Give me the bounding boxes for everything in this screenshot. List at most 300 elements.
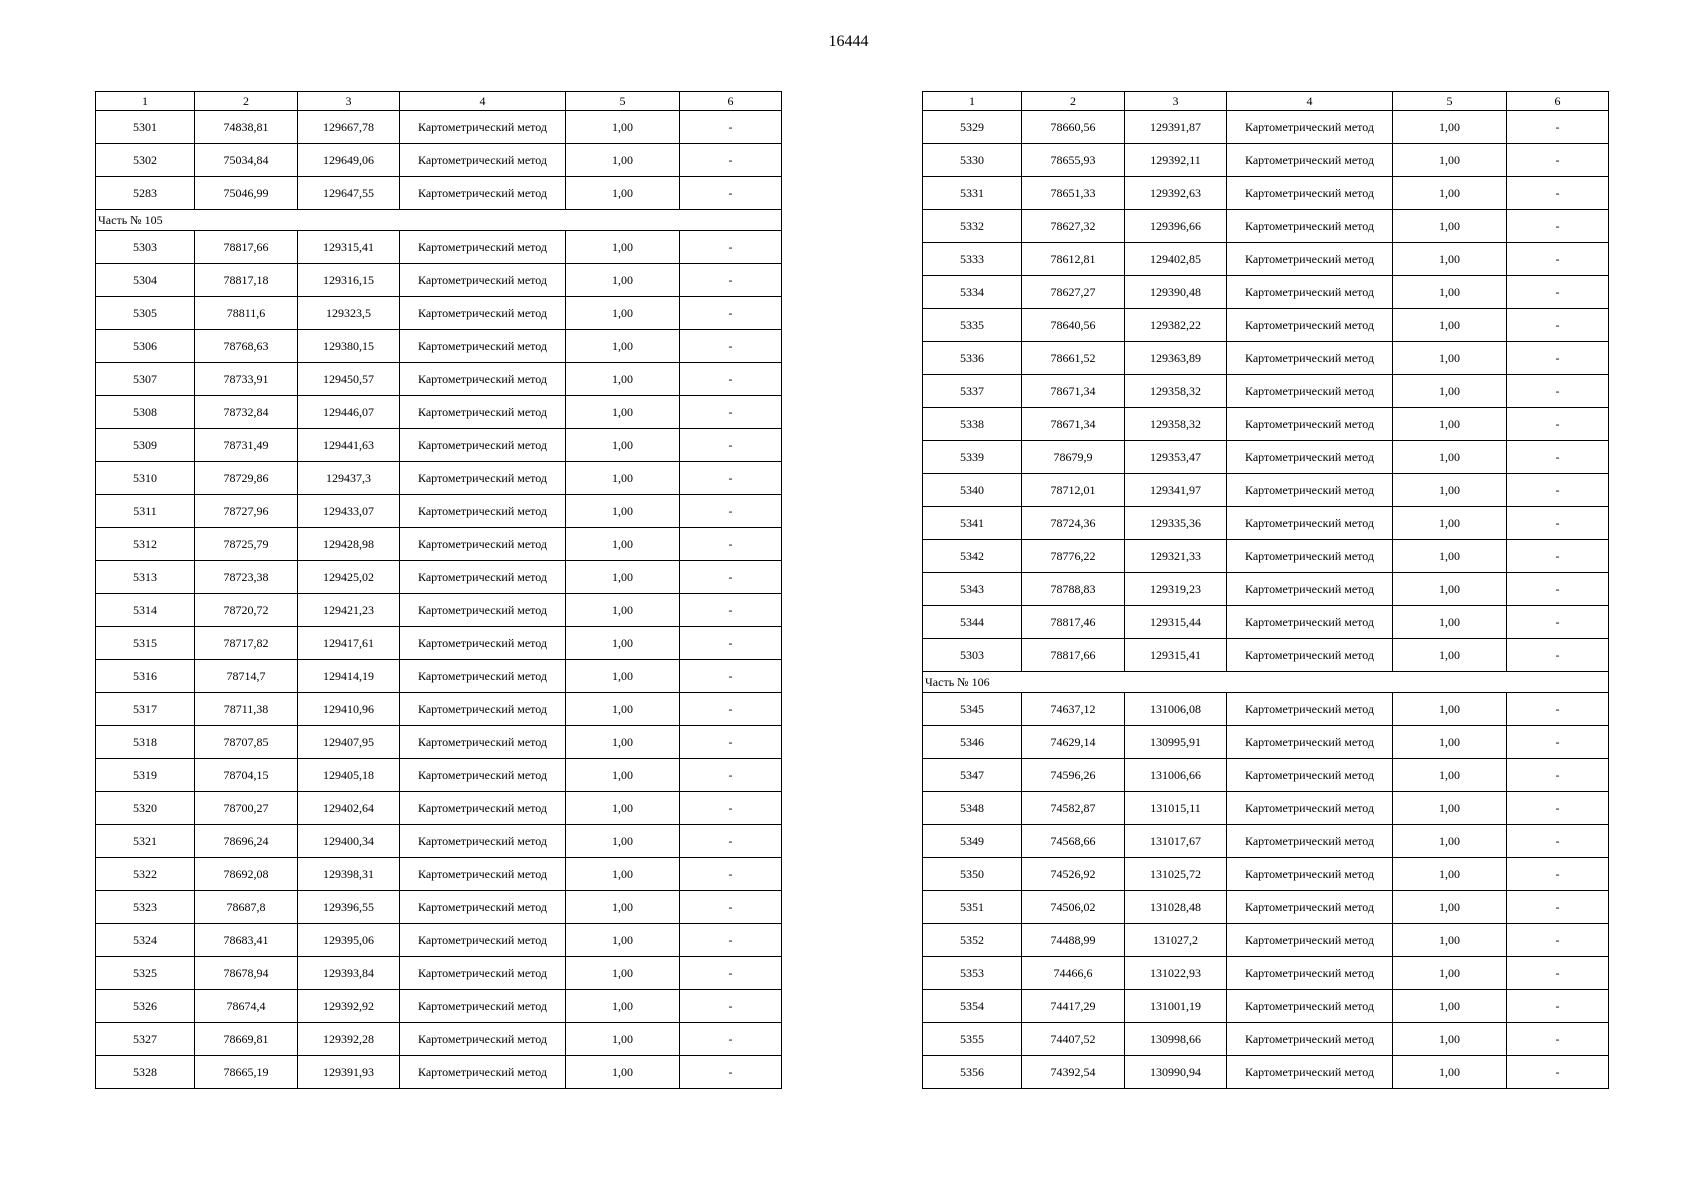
point-number-cell: 5303: [923, 639, 1022, 672]
x-coordinate-cell: 78696,24: [195, 825, 298, 858]
note-cell: -: [1507, 408, 1609, 441]
method-cell: Картометрический метод: [1227, 573, 1393, 606]
method-cell: Картометрический метод: [1227, 957, 1393, 990]
y-coordinate-cell: 129407,95: [298, 726, 400, 759]
x-coordinate-cell: 78612,81: [1022, 243, 1125, 276]
note-cell: -: [1507, 507, 1609, 540]
y-coordinate-cell: 129315,41: [298, 231, 400, 264]
point-number-cell: 5317: [96, 693, 195, 726]
method-cell: Картометрический метод: [1227, 693, 1393, 726]
method-cell: Картометрический метод: [400, 957, 566, 990]
method-cell: Картометрический метод: [1227, 342, 1393, 375]
table-row: [923, 111, 1609, 144]
table-row: [923, 891, 1609, 924]
method-cell: Картометрический метод: [1227, 375, 1393, 408]
table-row: [923, 639, 1609, 672]
y-coordinate-cell: 129358,32: [1125, 408, 1227, 441]
column-header: 2: [195, 92, 298, 111]
accuracy-cell: 1,00: [566, 330, 680, 363]
method-cell: Картометрический метод: [400, 891, 566, 924]
column-header: 5: [566, 92, 680, 111]
accuracy-cell: 1,00: [566, 594, 680, 627]
point-number-cell: 5347: [923, 759, 1022, 792]
point-number-cell: 5326: [96, 990, 195, 1023]
point-number-cell: 5343: [923, 573, 1022, 606]
point-number-cell: 5342: [923, 540, 1022, 573]
method-cell: Картометрический метод: [1227, 243, 1393, 276]
method-cell: Картометрический метод: [400, 825, 566, 858]
y-coordinate-cell: 131006,08: [1125, 693, 1227, 726]
method-cell: Картометрический метод: [400, 726, 566, 759]
point-number-cell: 5313: [96, 561, 195, 594]
accuracy-cell: 1,00: [566, 990, 680, 1023]
note-cell: -: [680, 891, 782, 924]
x-coordinate-cell: 78687,8: [195, 891, 298, 924]
y-coordinate-cell: 129450,57: [298, 363, 400, 396]
note-cell: -: [680, 759, 782, 792]
method-cell: Картометрический метод: [1227, 540, 1393, 573]
accuracy-cell: 1,00: [566, 111, 680, 144]
table-row: [96, 924, 782, 957]
accuracy-cell: 1,00: [1393, 759, 1507, 792]
table-row: [96, 144, 782, 177]
accuracy-cell: 1,00: [1393, 177, 1507, 210]
x-coordinate-cell: 75046,99: [195, 177, 298, 210]
method-cell: Картометрический метод: [400, 1023, 566, 1056]
point-number-cell: 5350: [923, 858, 1022, 891]
y-coordinate-cell: 131028,48: [1125, 891, 1227, 924]
accuracy-cell: 1,00: [566, 1056, 680, 1089]
y-coordinate-cell: 131001,19: [1125, 990, 1227, 1023]
point-number-cell: 5348: [923, 792, 1022, 825]
point-number-cell: 5321: [96, 825, 195, 858]
y-coordinate-cell: 129396,55: [298, 891, 400, 924]
note-cell: -: [680, 1023, 782, 1056]
x-coordinate-cell: 78627,32: [1022, 210, 1125, 243]
note-cell: -: [1507, 990, 1609, 1023]
table-header-row: [923, 92, 1609, 111]
table-row: [923, 957, 1609, 990]
column-header: 3: [298, 92, 400, 111]
note-cell: -: [1507, 759, 1609, 792]
x-coordinate-cell: 78724,36: [1022, 507, 1125, 540]
accuracy-cell: 1,00: [566, 144, 680, 177]
accuracy-cell: 1,00: [566, 396, 680, 429]
method-cell: Картометрический метод: [1227, 792, 1393, 825]
note-cell: -: [1507, 441, 1609, 474]
note-cell: -: [680, 396, 782, 429]
method-cell: Картометрический метод: [400, 429, 566, 462]
y-coordinate-cell: 129398,31: [298, 858, 400, 891]
table-header-row: [96, 92, 782, 111]
y-coordinate-cell: 129395,06: [298, 924, 400, 957]
note-cell: -: [680, 462, 782, 495]
y-coordinate-cell: 129316,15: [298, 264, 400, 297]
point-number-cell: 5311: [96, 495, 195, 528]
x-coordinate-cell: 78660,56: [1022, 111, 1125, 144]
table-row: [96, 111, 782, 144]
accuracy-cell: 1,00: [566, 627, 680, 660]
point-number-cell: 5341: [923, 507, 1022, 540]
method-cell: Картометрический метод: [400, 693, 566, 726]
method-cell: Картометрический метод: [1227, 1056, 1393, 1089]
x-coordinate-cell: 78717,82: [195, 627, 298, 660]
note-cell: -: [1507, 111, 1609, 144]
y-coordinate-cell: 131027,2: [1125, 924, 1227, 957]
method-cell: Картометрический метод: [1227, 1023, 1393, 1056]
accuracy-cell: 1,00: [566, 495, 680, 528]
method-cell: Картометрический метод: [1227, 309, 1393, 342]
note-cell: -: [1507, 1023, 1609, 1056]
table-row: [923, 408, 1609, 441]
table-row: [923, 144, 1609, 177]
x-coordinate-cell: 74466,6: [1022, 957, 1125, 990]
note-cell: -: [1507, 792, 1609, 825]
table-row: [923, 375, 1609, 408]
note-cell: -: [680, 363, 782, 396]
y-coordinate-cell: 129392,92: [298, 990, 400, 1023]
accuracy-cell: 1,00: [1393, 309, 1507, 342]
table-row: [96, 396, 782, 429]
y-coordinate-cell: 129433,07: [298, 495, 400, 528]
y-coordinate-cell: 129335,36: [1125, 507, 1227, 540]
accuracy-cell: 1,00: [566, 177, 680, 210]
table-row: [923, 540, 1609, 573]
point-number-cell: 5307: [96, 363, 195, 396]
x-coordinate-cell: 74637,12: [1022, 693, 1125, 726]
table-body-right: [923, 111, 1609, 1089]
table-row: [96, 792, 782, 825]
y-coordinate-cell: 129358,32: [1125, 375, 1227, 408]
y-coordinate-cell: 129396,66: [1125, 210, 1227, 243]
accuracy-cell: 1,00: [566, 660, 680, 693]
accuracy-cell: 1,00: [1393, 111, 1507, 144]
method-cell: Картометрический метод: [400, 627, 566, 660]
table-row: [96, 990, 782, 1023]
point-number-cell: 5305: [96, 297, 195, 330]
table-row: [96, 528, 782, 561]
y-coordinate-cell: 129428,98: [298, 528, 400, 561]
y-coordinate-cell: 131015,11: [1125, 792, 1227, 825]
method-cell: Картометрический метод: [400, 111, 566, 144]
point-number-cell: 5353: [923, 957, 1022, 990]
column-header: 5: [1393, 92, 1507, 111]
method-cell: Картометрический метод: [1227, 441, 1393, 474]
note-cell: -: [680, 495, 782, 528]
y-coordinate-cell: 129402,64: [298, 792, 400, 825]
y-coordinate-cell: 129323,5: [298, 297, 400, 330]
y-coordinate-cell: 129437,3: [298, 462, 400, 495]
note-cell: -: [1507, 540, 1609, 573]
accuracy-cell: 1,00: [566, 825, 680, 858]
accuracy-cell: 1,00: [1393, 891, 1507, 924]
note-cell: -: [680, 660, 782, 693]
note-cell: -: [680, 924, 782, 957]
note-cell: -: [680, 297, 782, 330]
x-coordinate-cell: 74838,81: [195, 111, 298, 144]
note-cell: -: [680, 144, 782, 177]
method-cell: Картометрический метод: [400, 924, 566, 957]
y-coordinate-cell: 129315,44: [1125, 606, 1227, 639]
method-cell: Картометрический метод: [1227, 474, 1393, 507]
point-number-cell: 5336: [923, 342, 1022, 375]
table-row: [96, 594, 782, 627]
note-cell: -: [1507, 309, 1609, 342]
table-row: [923, 825, 1609, 858]
point-number-cell: 5319: [96, 759, 195, 792]
table-row: [923, 276, 1609, 309]
table-row: [923, 858, 1609, 891]
method-cell: Картометрический метод: [1227, 759, 1393, 792]
method-cell: Картометрический метод: [1227, 891, 1393, 924]
point-number-cell: 5327: [96, 1023, 195, 1056]
accuracy-cell: 1,00: [566, 528, 680, 561]
x-coordinate-cell: 78723,38: [195, 561, 298, 594]
note-cell: -: [680, 627, 782, 660]
method-cell: Картометрический метод: [1227, 111, 1393, 144]
table-row: [96, 891, 782, 924]
x-coordinate-cell: 78714,7: [195, 660, 298, 693]
point-number-cell: 5346: [923, 726, 1022, 759]
table-row: [96, 330, 782, 363]
accuracy-cell: 1,00: [1393, 573, 1507, 606]
point-number-cell: 5333: [923, 243, 1022, 276]
table-row: [96, 759, 782, 792]
y-coordinate-cell: 129391,93: [298, 1056, 400, 1089]
point-number-cell: 5302: [96, 144, 195, 177]
point-number-cell: 5356: [923, 1056, 1022, 1089]
accuracy-cell: 1,00: [566, 462, 680, 495]
table-row: [923, 606, 1609, 639]
method-cell: Картометрический метод: [400, 144, 566, 177]
column-header: 6: [1507, 92, 1609, 111]
x-coordinate-cell: 78711,38: [195, 693, 298, 726]
point-number-cell: 5301: [96, 111, 195, 144]
note-cell: -: [1507, 210, 1609, 243]
accuracy-cell: 1,00: [1393, 990, 1507, 1023]
accuracy-cell: 1,00: [1393, 342, 1507, 375]
x-coordinate-cell: 78776,22: [1022, 540, 1125, 573]
point-number-cell: 5339: [923, 441, 1022, 474]
table-row: [96, 726, 782, 759]
method-cell: Картометрический метод: [1227, 408, 1393, 441]
accuracy-cell: 1,00: [1393, 639, 1507, 672]
accuracy-cell: 1,00: [566, 231, 680, 264]
note-cell: -: [1507, 474, 1609, 507]
y-coordinate-cell: 129380,15: [298, 330, 400, 363]
page-number: 16444: [828, 33, 869, 50]
accuracy-cell: 1,00: [566, 693, 680, 726]
method-cell: Картометрический метод: [400, 462, 566, 495]
note-cell: -: [1507, 957, 1609, 990]
note-cell: -: [680, 1056, 782, 1089]
table-row: [923, 693, 1609, 726]
method-cell: Картометрический метод: [1227, 924, 1393, 957]
point-number-cell: 5283: [96, 177, 195, 210]
point-number-cell: 5329: [923, 111, 1022, 144]
accuracy-cell: 1,00: [1393, 276, 1507, 309]
section-heading: Часть № 106: [923, 672, 1609, 693]
y-coordinate-cell: 129667,78: [298, 111, 400, 144]
x-coordinate-cell: 78661,52: [1022, 342, 1125, 375]
y-coordinate-cell: 130990,94: [1125, 1056, 1227, 1089]
point-number-cell: 5335: [923, 309, 1022, 342]
method-cell: Картометрический метод: [400, 561, 566, 594]
note-cell: -: [680, 693, 782, 726]
y-coordinate-cell: 129425,02: [298, 561, 400, 594]
y-coordinate-cell: 131025,72: [1125, 858, 1227, 891]
y-coordinate-cell: 129363,89: [1125, 342, 1227, 375]
y-coordinate-cell: 129402,85: [1125, 243, 1227, 276]
table-row: [96, 231, 782, 264]
method-cell: Картометрический метод: [1227, 210, 1393, 243]
point-number-cell: 5354: [923, 990, 1022, 1023]
point-number-cell: 5334: [923, 276, 1022, 309]
note-cell: -: [680, 177, 782, 210]
point-number-cell: 5325: [96, 957, 195, 990]
table-row: [923, 759, 1609, 792]
y-coordinate-cell: 129391,87: [1125, 111, 1227, 144]
method-cell: Картометрический метод: [400, 264, 566, 297]
accuracy-cell: 1,00: [1393, 144, 1507, 177]
point-number-cell: 5315: [96, 627, 195, 660]
note-cell: -: [1507, 693, 1609, 726]
note-cell: -: [680, 429, 782, 462]
table-row: [96, 957, 782, 990]
table-row: [96, 825, 782, 858]
x-coordinate-cell: 78727,96: [195, 495, 298, 528]
method-cell: Картометрический метод: [400, 177, 566, 210]
table-row: [923, 1056, 1609, 1089]
accuracy-cell: 1,00: [566, 726, 680, 759]
y-coordinate-cell: 129341,97: [1125, 474, 1227, 507]
x-coordinate-cell: 74629,14: [1022, 726, 1125, 759]
accuracy-cell: 1,00: [1393, 441, 1507, 474]
point-number-cell: 5320: [96, 792, 195, 825]
point-number-cell: 5352: [923, 924, 1022, 957]
point-number-cell: 5308: [96, 396, 195, 429]
y-coordinate-cell: 129649,06: [298, 144, 400, 177]
point-number-cell: 5322: [96, 858, 195, 891]
x-coordinate-cell: 78651,33: [1022, 177, 1125, 210]
accuracy-cell: 1,00: [566, 297, 680, 330]
point-number-cell: 5316: [96, 660, 195, 693]
x-coordinate-cell: 75034,84: [195, 144, 298, 177]
y-coordinate-cell: 129647,55: [298, 177, 400, 210]
note-cell: -: [1507, 1056, 1609, 1089]
y-coordinate-cell: 129392,11: [1125, 144, 1227, 177]
point-number-cell: 5351: [923, 891, 1022, 924]
note-cell: -: [1507, 858, 1609, 891]
accuracy-cell: 1,00: [1393, 243, 1507, 276]
accuracy-cell: 1,00: [566, 1023, 680, 1056]
section-heading-row: [923, 672, 1609, 693]
accuracy-cell: 1,00: [1393, 957, 1507, 990]
table-row: [96, 660, 782, 693]
x-coordinate-cell: 78671,34: [1022, 408, 1125, 441]
x-coordinate-cell: 78817,18: [195, 264, 298, 297]
point-number-cell: 5349: [923, 825, 1022, 858]
point-number-cell: 5338: [923, 408, 1022, 441]
column-header: 4: [1227, 92, 1393, 111]
column-header: 2: [1022, 92, 1125, 111]
table-row: [96, 297, 782, 330]
accuracy-cell: 1,00: [566, 858, 680, 891]
method-cell: Картометрический метод: [400, 330, 566, 363]
method-cell: Картометрический метод: [1227, 858, 1393, 891]
accuracy-cell: 1,00: [1393, 726, 1507, 759]
method-cell: Картометрический метод: [400, 495, 566, 528]
method-cell: Картометрический метод: [400, 528, 566, 561]
y-coordinate-cell: 129421,23: [298, 594, 400, 627]
point-number-cell: 5355: [923, 1023, 1022, 1056]
y-coordinate-cell: 131006,66: [1125, 759, 1227, 792]
accuracy-cell: 1,00: [1393, 1056, 1507, 1089]
column-header: 3: [1125, 92, 1227, 111]
point-number-cell: 5328: [96, 1056, 195, 1089]
accuracy-cell: 1,00: [1393, 474, 1507, 507]
x-coordinate-cell: 78817,66: [195, 231, 298, 264]
table-row: [923, 924, 1609, 957]
y-coordinate-cell: 129393,84: [298, 957, 400, 990]
y-coordinate-cell: 129414,19: [298, 660, 400, 693]
y-coordinate-cell: 129382,22: [1125, 309, 1227, 342]
y-coordinate-cell: 130995,91: [1125, 726, 1227, 759]
method-cell: Картометрический метод: [400, 231, 566, 264]
note-cell: -: [680, 594, 782, 627]
y-coordinate-cell: 129417,61: [298, 627, 400, 660]
note-cell: -: [680, 330, 782, 363]
x-coordinate-cell: 74417,29: [1022, 990, 1125, 1023]
note-cell: -: [1507, 375, 1609, 408]
accuracy-cell: 1,00: [1393, 408, 1507, 441]
point-number-cell: 5303: [96, 231, 195, 264]
x-coordinate-cell: 78811,6: [195, 297, 298, 330]
table-row: [923, 792, 1609, 825]
x-coordinate-cell: 78704,15: [195, 759, 298, 792]
x-coordinate-cell: 78732,84: [195, 396, 298, 429]
method-cell: Картометрический метод: [400, 297, 566, 330]
x-coordinate-cell: 78640,56: [1022, 309, 1125, 342]
note-cell: -: [1507, 243, 1609, 276]
note-cell: -: [680, 528, 782, 561]
column-header: 1: [96, 92, 195, 111]
table-row: [96, 495, 782, 528]
note-cell: -: [1507, 177, 1609, 210]
table-row: [923, 309, 1609, 342]
point-number-cell: 5310: [96, 462, 195, 495]
method-cell: Картометрический метод: [1227, 639, 1393, 672]
point-number-cell: 5344: [923, 606, 1022, 639]
note-cell: -: [680, 990, 782, 1023]
x-coordinate-cell: 78720,72: [195, 594, 298, 627]
point-number-cell: 5309: [96, 429, 195, 462]
x-coordinate-cell: 78679,9: [1022, 441, 1125, 474]
method-cell: Картометрический метод: [400, 1056, 566, 1089]
y-coordinate-cell: 131022,93: [1125, 957, 1227, 990]
section-heading-row: [96, 210, 782, 231]
point-number-cell: 5314: [96, 594, 195, 627]
accuracy-cell: 1,00: [1393, 924, 1507, 957]
y-coordinate-cell: 129392,28: [298, 1023, 400, 1056]
table-row: [96, 177, 782, 210]
method-cell: Картометрический метод: [1227, 507, 1393, 540]
note-cell: -: [1507, 276, 1609, 309]
coordinates-table-right: [922, 91, 1609, 1089]
x-coordinate-cell: 78692,08: [195, 858, 298, 891]
x-coordinate-cell: 78627,27: [1022, 276, 1125, 309]
x-coordinate-cell: 74407,52: [1022, 1023, 1125, 1056]
